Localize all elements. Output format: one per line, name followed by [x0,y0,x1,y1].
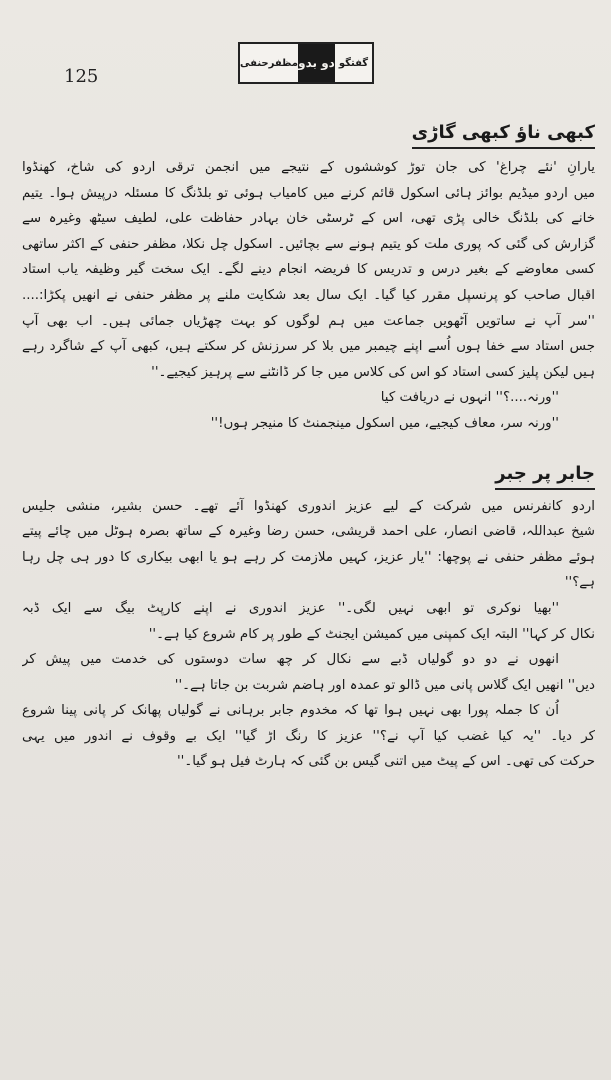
page-body [22,112,595,775]
text-line: ہوئے مظفر حنفی نے پوچھا: ''یار عزیز، کہیں ملازمت کر رہے ہو یا ابھی بیکاری کا دور ہی چل رہا [22,549,595,565]
text-line: میں اردو میڈیم بوائز ہائی اسکول قائم کرنے میں کامیاب ہوئی تو بلڈنگ کا مسئلہ درپیش ہوا۔ یتیم [22,185,595,201]
text-line: اقبال صاحب کو پرنسپل مقرر کیا گیا۔ ایک سال بعد شکایت ملنے پر مظفر حنفی نے انھیں پکڑا:.... [22,287,595,303]
text-line: ہے؟'' [564,575,595,591]
section-1-body [22,155,595,437]
section-title-1: کبھی ناؤ کبھی گاڑی [412,120,595,149]
section-2-body [22,494,595,776]
text-line: جس استاد سے خفا ہوں اُسے اپنے چیمبر میں بلا کر سرزنش کر سکتے ہیں، کبھی آپ کے شاگرد رہے [22,339,595,355]
text-line: کسی معاوضے کے بغیر درس و تدریس کا فریضہ انجام دینے لگے۔ ایک سخت گیر وظیفہ یاب استاد [22,262,595,278]
text-line: گزارش کی گئی کہ پوری ملت کو یتیم ہونے سے بچائیں۔ اسکول چل نکلا، مظفر حنفی کے اکثر ساتھی [22,236,595,252]
text-line: شیخ عبداللہ، قاضی انصار، علی احمد قریشی، حسن رضا وغیرہ کے ساتھ بصرہ ہوٹل میں چائے پیتے [22,524,595,540]
text-line: ''ورنہ....؟'' انہوں نے دریافت کیا [380,390,559,406]
text-line: اردو کانفرنس میں شرکت کے لیے عزیز اندوری کھنڈوا آئے تھے۔ حسن بشیر، منشی جلیس [22,498,595,514]
text-line: خانے کی بلڈنگ خالی پڑی تھی، اس کے ٹرسٹی خان بہادر حفاظت علی، لطیف سیٹھ وغیرہ سے [22,211,595,227]
text-line: انھوں نے دو دو گولیاں ڈبے سے نکال کر چھ سات دوستوں کی خدمت میں پیش کر [22,652,559,668]
text-line: یارانِ 'نئے چراغ' کی جان توڑ کوششوں کے نتیجے میں انجمن ترقی اردو کی شاخ، کھنڈوا [22,160,595,175]
text-line: ''سر آپ نے ساتویں آٹھویں جماعت میں ہم لوگوں کو بہت چھڑیاں جمائی ہیں۔ اب بھی آپ [22,313,595,329]
header-right: گفتگو [338,57,369,69]
running-header [238,42,374,84]
header-left: مظفرحنفی [240,57,298,69]
text-line: کر دیا۔ ''یہ کیا غضب کیا آپ نے؟'' عزیز کا رنگ اڑ گیا'' ایک بے وقوف نے اندور میں یہی [22,728,595,744]
text-line: ''بھیا نوکری تو ابھی نہیں لگی۔'' عزیز اندوری نے اپنے کارپٹ بیگ سے ایک ڈبہ [22,600,559,616]
text-line: ''ورنہ سر، معاف کیجیے، میں اسکول مینجمنٹ کا منیجر ہوں!'' [210,415,559,431]
text-line: حرکت کی تھی۔ اس کے پیٹ میں اتنی گیس بن گئی کہ ہارٹ فیل ہو گیا۔'' [177,754,595,770]
page-number: 125 [64,66,99,87]
header-middle: دو بدو [298,44,335,82]
section-title-2: جابر پر جبر [495,461,595,490]
text-line: اُن کا جملہ پورا بھی نہیں ہوا تھا کہ مخدوم جابر برہانی نے گولیاں پھانک کر پانی پینا شروع [22,703,559,719]
text-line: نکال کر کہا'' البتہ ایک کمپنی میں کمیشن ایجنٹ کے طور پر کام شروع کیا ہے۔'' [148,626,595,642]
text-line: دیں'' انھیں ایک گلاس پانی میں ڈالو تو عمدہ اور ہاضم شربت بن جاتا ہے۔'' [174,677,595,693]
text-line: ہیں لیکن پلیز کسی استاد کو اس کی کلاس میں جا کر ڈانٹنے سے پرہیز کیجیے۔'' [151,364,595,380]
